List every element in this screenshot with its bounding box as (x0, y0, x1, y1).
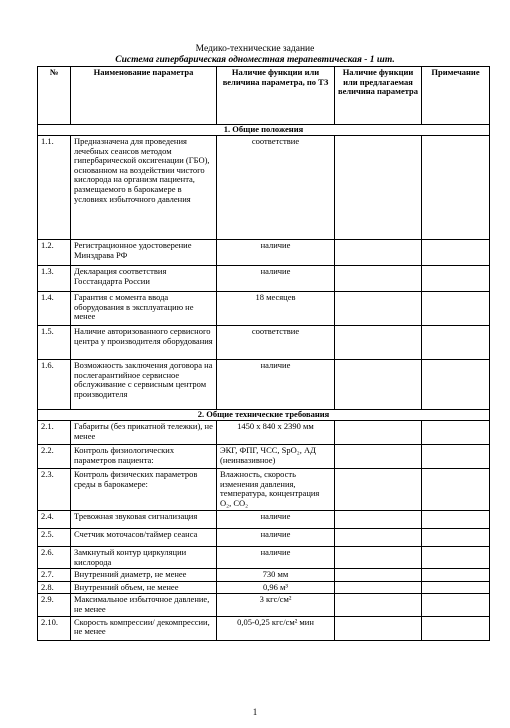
offered-value (335, 266, 422, 292)
offered-value (335, 445, 422, 469)
parameter-name: Возможность заключения договора на послегарантийное сервисное обслуживание с сервисным центром производителя (71, 360, 217, 410)
table-row (38, 326, 490, 360)
parameter-name: Наличие авторизованного сервисного центра у производителя оборудования (71, 326, 217, 360)
row-number: 1.4. (38, 292, 71, 326)
section-row (38, 410, 490, 421)
header-note: Примечание (422, 67, 490, 125)
required-value: 3 кгс/см² (217, 594, 335, 616)
note-cell (422, 581, 490, 594)
offered-value (335, 616, 422, 640)
row-number: 1.1. (38, 136, 71, 240)
parameter-name: Контроль физиологических параметров пациента: (71, 445, 217, 469)
row-number: 2.5. (38, 529, 71, 547)
document-subtitle: Система гипербарическая одноместная терапевтическая - 1 шт. (115, 55, 395, 65)
required-value: 18 месяцев (217, 292, 335, 326)
table-row (38, 445, 490, 469)
parameter-name: Регистрационное удостоверение Минздрава РФ (71, 240, 217, 266)
row-number: 1.3. (38, 266, 71, 292)
table-row (38, 511, 490, 529)
required-value: наличие (217, 240, 335, 266)
note-cell (422, 529, 490, 547)
table-body (38, 125, 490, 641)
required-value: 0,05-0,25 кгс/см² мин (217, 616, 335, 640)
note-cell (422, 421, 490, 445)
required-value: ЭКГ, ФПГ, ЧСС, SpO₂, АД (неинвазивное) (217, 445, 335, 469)
parameter-name: Максимальное избыточное давление, не менее (71, 594, 217, 616)
required-value: наличие (217, 511, 335, 529)
required-value: 0,96 м³ (217, 581, 335, 594)
parameter-name: Гарантия с момента ввода оборудования в эксплуатацию не менее (71, 292, 217, 326)
offered-value (335, 326, 422, 360)
required-value: наличие (217, 360, 335, 410)
row-number: 2.6. (38, 547, 71, 569)
parameter-name: Счетчик моточасов/таймер сеанса (71, 529, 217, 547)
row-number: 2.2. (38, 445, 71, 469)
section-title: 2. Общие технические требования (38, 410, 490, 421)
offered-value (335, 469, 422, 511)
parameter-name: Внутренний объем, не менее (71, 581, 217, 594)
offered-value (335, 581, 422, 594)
note-cell (422, 360, 490, 410)
table-row (38, 529, 490, 547)
required-value: наличие (217, 547, 335, 569)
required-value: наличие (217, 266, 335, 292)
row-number: 2.10. (38, 616, 71, 640)
required-value: соответствие (217, 326, 335, 360)
header-tz: Наличие функции или величина параметра, по ТЗ (217, 67, 335, 125)
note-cell (422, 445, 490, 469)
note-cell (422, 594, 490, 616)
row-number: 2.7. (38, 569, 71, 582)
row-number: 2.8. (38, 581, 71, 594)
table-row (38, 581, 490, 594)
section-row (38, 125, 490, 136)
note-cell (422, 240, 490, 266)
table-row (38, 469, 490, 511)
note-cell (422, 326, 490, 360)
note-cell (422, 616, 490, 640)
required-value: 730 мм (217, 569, 335, 582)
note-cell (422, 511, 490, 529)
table-row (38, 547, 490, 569)
table-row (38, 266, 490, 292)
offered-value (335, 594, 422, 616)
note-cell (422, 266, 490, 292)
row-number: 1.5. (38, 326, 71, 360)
required-value: наличие (217, 529, 335, 547)
page-number: 1 (252, 707, 258, 717)
parameter-name: Скорость компрессии/ декомпрессии, не менее (71, 616, 217, 640)
spec-table (37, 66, 490, 641)
table-row (38, 136, 490, 240)
table-row (38, 616, 490, 640)
header-offered: Наличие функции или предлагаемая величина параметра (335, 67, 422, 125)
table-row (38, 240, 490, 266)
offered-value (335, 421, 422, 445)
required-value: соответствие (217, 136, 335, 240)
note-cell (422, 292, 490, 326)
offered-value (335, 360, 422, 410)
table-header-row (38, 67, 490, 125)
required-value: Влажность, скорость изменения давления, температура, концентрация O₂, CO₂ (217, 469, 335, 511)
note-cell (422, 547, 490, 569)
header-name: Наименование параметра (71, 67, 217, 125)
offered-value (335, 240, 422, 266)
table-row (38, 421, 490, 445)
note-cell (422, 469, 490, 511)
section-title: 1. Общие положения (38, 125, 490, 136)
parameter-name: Габариты (без прикатной тележки), не менее (71, 421, 217, 445)
row-number: 2.9. (38, 594, 71, 616)
parameter-name: Декларация соответствия Госстандарта России (71, 266, 217, 292)
note-cell (422, 569, 490, 582)
offered-value (335, 529, 422, 547)
offered-value (335, 292, 422, 326)
row-number: 2.4. (38, 511, 71, 529)
offered-value (335, 547, 422, 569)
parameter-name: Замкнутый контур циркуляции кислорода (71, 547, 217, 569)
row-number: 2.1. (38, 421, 71, 445)
parameter-name: Внутренний диаметр, не менее (71, 569, 217, 582)
parameter-name: Тревожная звуковая сигнализация (71, 511, 217, 529)
table-row (38, 292, 490, 326)
header-num: № (38, 67, 71, 125)
document-title: Медико-технические задание (195, 44, 315, 54)
note-cell (422, 136, 490, 240)
row-number: 1.6. (38, 360, 71, 410)
parameter-name: Контроль физических параметров среды в барокамере: (71, 469, 217, 511)
required-value: 1450 х 840 х 2390 мм (217, 421, 335, 445)
table-row (38, 360, 490, 410)
row-number: 2.3. (38, 469, 71, 511)
table-row (38, 569, 490, 582)
offered-value (335, 511, 422, 529)
row-number: 1.2. (38, 240, 71, 266)
offered-value (335, 569, 422, 582)
offered-value (335, 136, 422, 240)
table-row (38, 594, 490, 616)
parameter-name: Предназначена для проведения лечебных сеансов методом гипербарической оксигенации (ГБО), основанном на воздействии чистого кислорода на организм пациента, размещаемого в барокамере в условиях избыточного давления (71, 136, 217, 240)
